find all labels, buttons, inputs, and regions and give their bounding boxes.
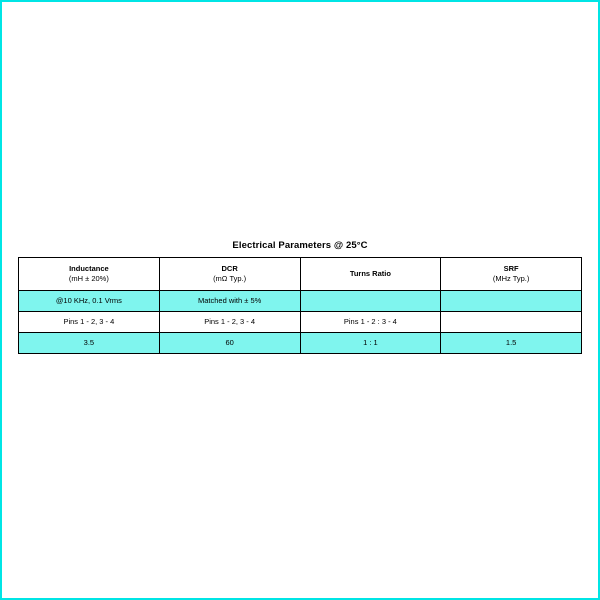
header-title-srf: SRF <box>503 263 519 273</box>
table-title: Electrical Parameters @ 25°C <box>232 240 368 251</box>
cell-pins-inductance: Pins 1 - 2, 3 - 4 <box>19 312 160 333</box>
header-title-turns-ratio: Turns Ratio <box>349 268 391 278</box>
cell-value-turns-ratio: 1 : 1 <box>300 333 441 354</box>
cell-pins-dcr: Pins 1 - 2, 3 - 4 <box>159 312 300 333</box>
cell-value-inductance: 3.5 <box>19 333 160 354</box>
header-subtitle-srf: (MHz Typ.) <box>492 274 530 283</box>
header-subtitle-inductance: (mH ± 20%) <box>68 274 109 283</box>
cell-condition-turns-ratio <box>300 291 441 312</box>
table-header-row <box>19 258 582 291</box>
electrical-parameters-table <box>18 257 582 354</box>
header-title-inductance: Inductance <box>69 263 109 273</box>
header-cell-turns-ratio <box>300 258 441 291</box>
table-row <box>19 333 582 354</box>
cell-value-srf: 1.5 <box>441 333 582 354</box>
header-cell-inductance <box>19 258 160 291</box>
cell-value-dcr: 60 <box>159 333 300 354</box>
header-cell-srf <box>441 258 582 291</box>
cell-pins-turns-ratio: Pins 1 - 2 : 3 - 4 <box>300 312 441 333</box>
header-subtitle-dcr: (mΩ Typ.) <box>213 274 247 283</box>
table-row <box>19 291 582 312</box>
cell-condition-srf <box>441 291 582 312</box>
cell-condition-inductance: @10 KHz, 0.1 Vrms <box>19 291 160 312</box>
electrical-parameters-section <box>18 240 582 354</box>
table-row <box>19 312 582 333</box>
cell-condition-dcr: Matched with ± 5% <box>159 291 300 312</box>
cell-pins-srf <box>441 312 582 333</box>
header-cell-dcr <box>159 258 300 291</box>
header-title-dcr: DCR <box>221 263 238 273</box>
